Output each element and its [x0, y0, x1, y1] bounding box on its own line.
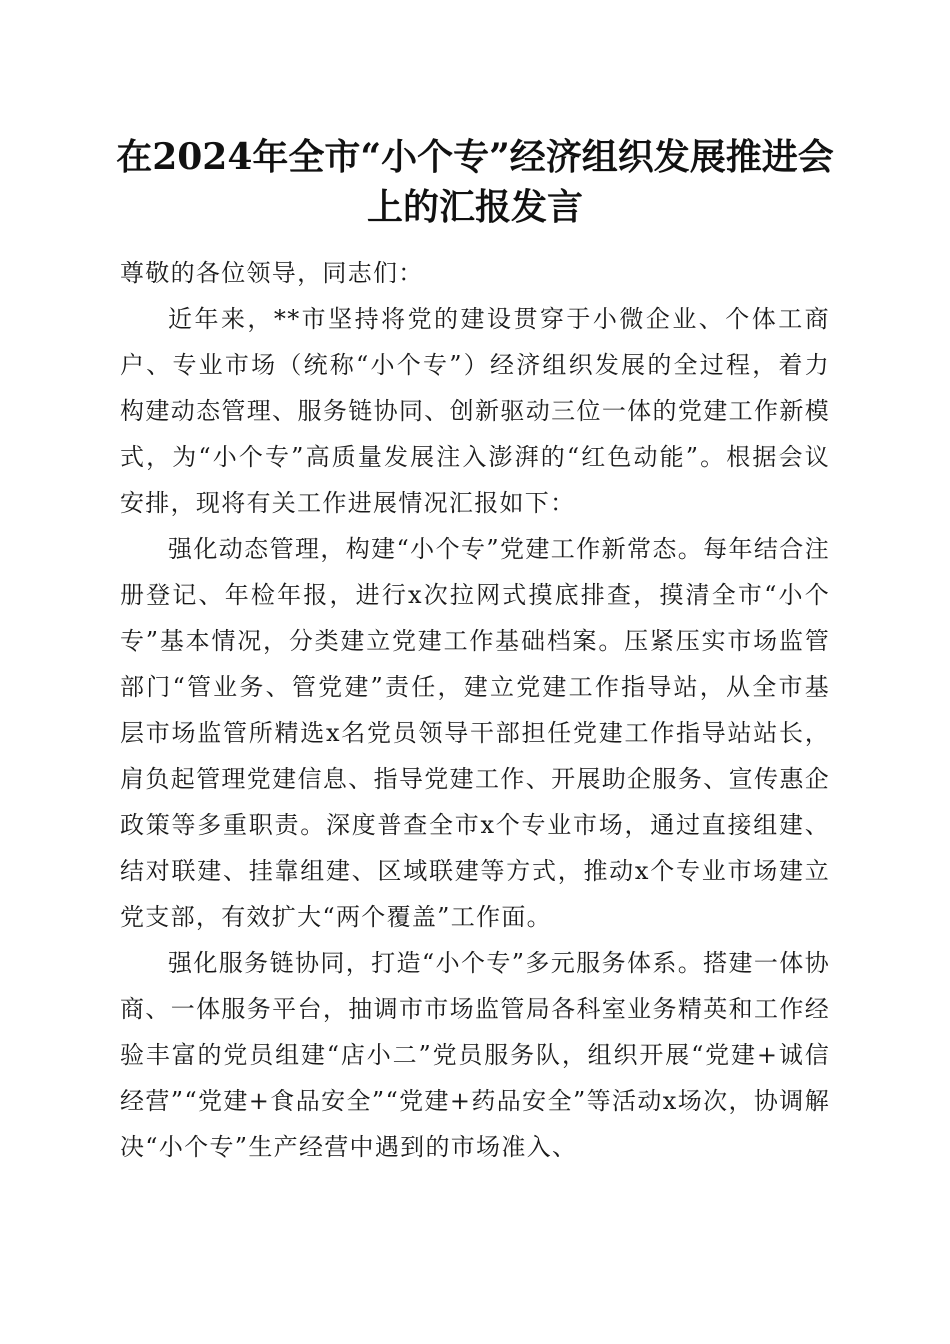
salutation: 尊敬的各位领导，同志们： — [120, 259, 424, 287]
paragraph-service-chain: 强化服务链协同，打造“小个专”多元服务体系。搭建一体协商、一体服务平台，抽调市市场监管局各科室业务精英和工作经验丰富的党员组建“店小二”党员服务队，组织开展“党建+诚信经营”“党建+食品安全”“党建+药品安全”等活动x场次，协调解决“小个专”生产经营中遇到的市场准入、 — [120, 949, 830, 1161]
document-title: 在2024年全市“小个专”经济组织发展推进会上的汇报发言 — [116, 136, 834, 228]
document-body — [120, 250, 830, 1170]
paragraph-intro: 近年来，**市坚持将党的建设贯穿于小微企业、个体工商户、专业市场（统称“小个专”）经济组织发展的全过程，着力构建动态管理、服务链协同、创新驱动三位一体的党建工作新模式，为“小个专”高质量发展注入澎湃的“红色动能”。根据会议安排，现将有关工作进展情况汇报如下： — [120, 305, 830, 517]
paragraph-dynamic-management: 强化动态管理，构建“小个专”党建工作新常态。每年结合注册登记、年检年报，进行x次拉网式摸底排查，摸清全市“小个专”基本情况，分类建立党建工作基础档案。压紧压实市场监管部门“管业务、管党建”责任，建立党建工作指导站，从全市基层市场监管所精选x名党员领导干部担任党建工作指导站站长，肩负起管理党建信息、指导党建工作、开展助企服务、宣传惠企政策等多重职责。深度普查全市x个专业市场，通过直接组建、结对联建、挂靠组建、区域联建等方式，推动x个专业市场建立党支部，有效扩大“两个覆盖”工作面。 — [120, 535, 830, 931]
